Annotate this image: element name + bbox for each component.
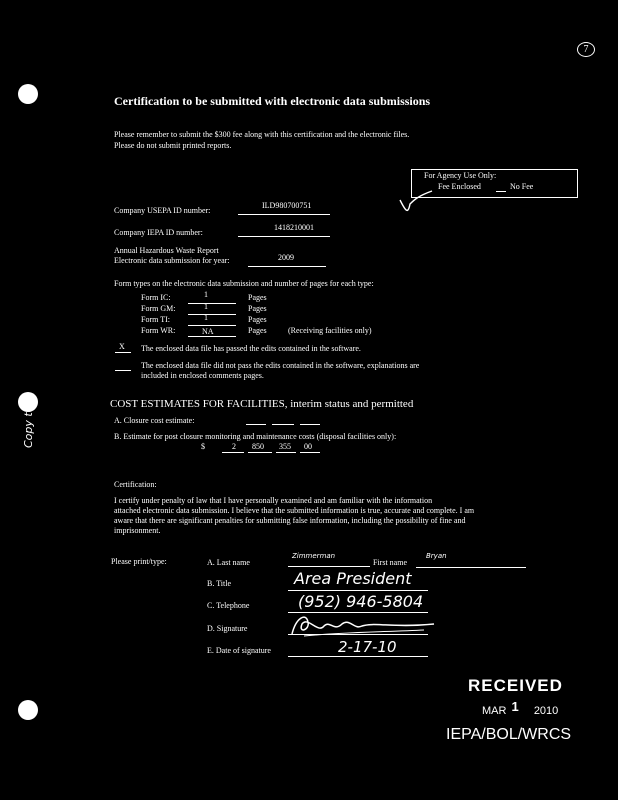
date-of-signature-label: E. Date of signature (207, 646, 271, 655)
post-closure-cents: 00 (304, 442, 312, 451)
post-closure-label: B. Estimate for post closure monitoring and maintenance costs (disposal facilities only): (114, 432, 397, 441)
form-gm-value: 1 (204, 302, 208, 311)
intro-line-2: Please do not submit printed reports. (114, 141, 232, 150)
signature-label: D. Signature (207, 624, 248, 633)
form-ti-unit: Pages (248, 315, 267, 324)
iepa-id-value: 1418210001 (274, 223, 314, 232)
cost-heading-suffix: , interim status and permitted (284, 398, 414, 410)
certification-line-1: I certify under penalty of law that I have personally examined and am familiar with the information (114, 496, 433, 505)
form-ic-label: Form IC: (141, 293, 171, 302)
edits-passed-blank (115, 352, 131, 353)
post-closure-line-millions (222, 452, 244, 453)
form-ic-value: 1 (204, 290, 208, 299)
first-name-label: First name (373, 558, 407, 567)
no-fee-label: No Fee (510, 182, 534, 191)
post-closure-dollar: $ (201, 442, 205, 451)
form-ic-line (188, 303, 236, 304)
annual-report-line-1: Annual Hazardous Waste Report (114, 246, 219, 255)
form-gm-label: Form GM: (141, 304, 176, 313)
signature-line (288, 634, 428, 635)
post-closure-line-units (276, 452, 296, 453)
title-line (288, 590, 428, 591)
post-closure-thousands: 850 (252, 442, 264, 451)
cost-heading-main: COST ESTIMATES FOR FACILITIES (110, 398, 285, 410)
telephone-value: (952) 946-5804 (298, 592, 424, 611)
closure-cost-line-1 (246, 424, 266, 425)
form-wr-unit: Pages (248, 326, 267, 335)
form-ti-line (188, 325, 236, 326)
form-ic-unit: Pages (248, 293, 267, 302)
edits-failed-line-1: The enclosed data file did not pass the edits contained in the software, explanations are (141, 361, 420, 370)
page-mark-number: 7 (583, 44, 589, 55)
closure-cost-line-3 (300, 424, 320, 425)
iepa-id-line (238, 236, 330, 237)
form-wr-label: Form WR: (141, 326, 176, 335)
agency-box-heading: For Agency Use Only: (424, 171, 497, 180)
form-types-heading: Form types on the electronic data submission and number of pages for each type: (114, 279, 374, 288)
received-stamp-office: IEPA/BOL/WRCS (446, 726, 572, 743)
usepa-id-value: ILD980700751 (262, 201, 312, 210)
iepa-id-label: Company IEPA ID number: (114, 228, 203, 237)
closure-cost-label: A. Closure cost estimate: (114, 416, 195, 425)
binder-hole-bottom (18, 700, 38, 720)
fee-check-mark (398, 190, 434, 216)
edits-passed-mark: X (119, 342, 125, 351)
no-fee-blank (496, 191, 506, 192)
last-name-value: Zimmerman (292, 552, 336, 560)
title-value: Area President (294, 569, 412, 588)
usepa-id-label: Company USEPA ID number: (114, 206, 211, 215)
post-closure-line-cents (300, 452, 320, 453)
received-stamp-title: RECEIVED (468, 676, 563, 695)
stamp-day: 1 (511, 699, 519, 714)
form-wr-line (188, 336, 236, 337)
last-name-label: A. Last name (207, 558, 250, 567)
stamp-year: 2010 (533, 705, 559, 717)
binder-hole-top (18, 84, 38, 104)
signature-image (284, 610, 444, 640)
form-ti-label: Form TI: (141, 315, 170, 324)
closure-cost-line-2 (272, 424, 294, 425)
usepa-id-line (238, 214, 330, 215)
form-gm-line (188, 314, 236, 315)
margin-note: Copy to (22, 405, 35, 448)
agency-use-box (411, 169, 578, 198)
fee-enclosed-label: Fee Enclosed (438, 182, 481, 191)
page-mark (577, 42, 595, 57)
edits-passed-text: The enclosed data file has passed the edits contained in the software. (141, 344, 361, 353)
date-of-signature-value: 2-17-10 (338, 638, 397, 656)
certification-heading: Certification: (114, 480, 157, 489)
title-label: B. Title (207, 579, 232, 588)
date-of-signature-line (288, 656, 428, 657)
form-wr-value: NA (202, 327, 214, 336)
post-closure-units: 355 (279, 442, 291, 451)
report-year-line (248, 266, 326, 267)
last-name-line (288, 566, 370, 567)
received-stamp-date (482, 699, 559, 717)
telephone-label: C. Telephone (207, 601, 250, 610)
edits-failed-line-2: included in enclosed comments pages. (141, 371, 264, 380)
document-title: Certification to be submitted with electronic data submissions (114, 94, 431, 108)
cost-estimates-heading (110, 398, 413, 410)
report-year-value: 2009 (278, 253, 294, 262)
annual-report-line-2: Electronic data submission for year: (114, 256, 230, 265)
intro-line-1: Please remember to submit the $300 fee along with this certification and the electronic files. (114, 130, 410, 139)
certification-line-4: imprisonment. (114, 526, 161, 535)
form-ti-value: 1 (204, 313, 208, 322)
first-name-value: Bryan (426, 552, 447, 560)
post-closure-millions: 2 (232, 442, 236, 451)
edits-failed-blank (115, 370, 131, 371)
form-wr-note: (Receiving facilities only) (288, 326, 372, 335)
first-name-line (416, 567, 526, 568)
post-closure-line-thousands (248, 452, 272, 453)
form-gm-unit: Pages (248, 304, 267, 313)
stamp-month: MAR (482, 705, 507, 717)
print-type-label: Please print/type: (111, 557, 167, 566)
certification-line-3: aware that there are significant penalties for submitting false information, including the possibility of fine and (114, 516, 466, 525)
certification-line-2: attached electronic data submission. I believe that the submitted information is true, accurate and complete. I am (114, 506, 475, 515)
